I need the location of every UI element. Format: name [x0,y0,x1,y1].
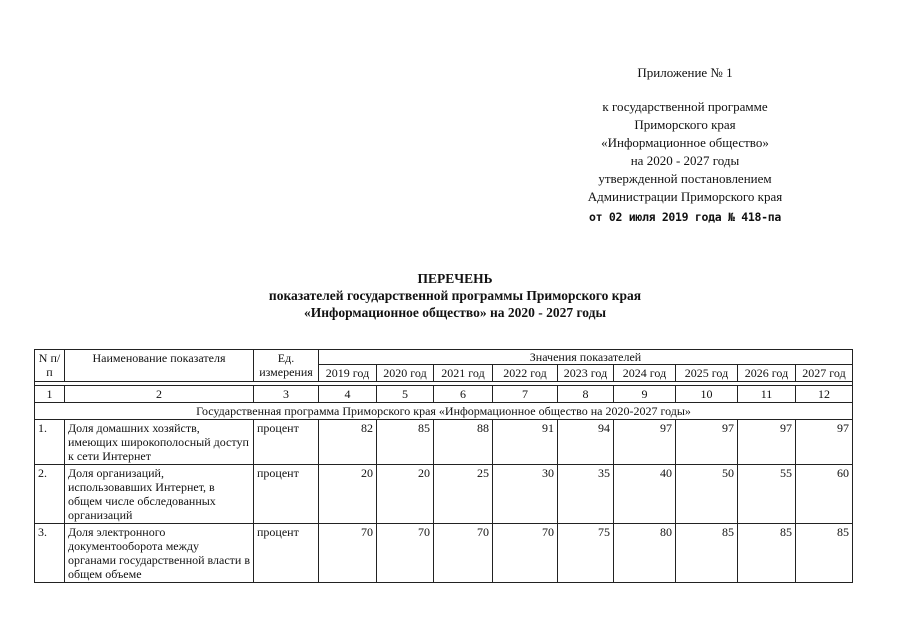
appendix-line: Приморского края [634,117,736,132]
column-number: 1 [35,386,65,403]
appendix-title: Приложение № 1 [637,65,733,80]
indicator-name: Доля организаций, использовавших Интернет, в общем числе обследованных организаций [65,465,254,524]
column-number: 6 [434,386,493,403]
heading-program-name: «Информационное общество» на 2020 - 2027 годы [303,305,607,320]
table-header-row [35,350,853,365]
indicator-value: 20 [319,465,377,524]
table-row [35,524,853,583]
indicator-name: Доля электронного документооборота между органами государственной власти в общем объеме [65,524,254,583]
indicator-value: 70 [319,524,377,583]
heading-subtitle: показателей государственной программы Приморского края [268,288,642,303]
indicator-name: Доля домашних хозяйств, имеющих широкополосный доступ к сети Интернет [65,420,254,465]
column-number: 11 [738,386,796,403]
appendix-line: к государственной программе [602,99,768,114]
indicator-value: 97 [796,420,853,465]
program-title: Государственная программа Приморского края «Информационное общество на 2020-2027 годы» [35,403,853,420]
indicator-value: 91 [493,420,558,465]
indicator-value: 85 [738,524,796,583]
column-number: 2 [65,386,254,403]
row-number: 3. [35,524,65,583]
header-year: 2024 год [614,365,676,382]
column-number: 4 [319,386,377,403]
document-heading [150,270,760,321]
column-number: 12 [796,386,853,403]
indicator-value: 70 [493,524,558,583]
appendix-line: на 2020 - 2027 годы [630,153,740,168]
indicator-value: 82 [319,420,377,465]
appendix-line: Администрации Приморского края [587,189,783,204]
indicator-value: 97 [676,420,738,465]
header-year: 2025 год [676,365,738,382]
header-values-group: Значения показателей [319,350,853,365]
column-number-row [35,386,853,403]
table-row [35,465,853,524]
appendix-block [540,64,830,226]
column-number: 3 [254,386,319,403]
indicator-value: 20 [377,465,434,524]
indicator-value: 88 [434,420,493,465]
column-number: 7 [493,386,558,403]
indicator-unit: процент [254,524,319,583]
header-year: 2021 год [434,365,493,382]
indicator-value: 70 [377,524,434,583]
column-number: 8 [558,386,614,403]
indicator-value: 97 [614,420,676,465]
indicator-value: 50 [676,465,738,524]
header-year: 2023 год [558,365,614,382]
row-number: 2. [35,465,65,524]
row-number: 1. [35,420,65,465]
indicator-value: 97 [738,420,796,465]
table-row [35,420,853,465]
header-name: Наименование показателя [65,350,254,382]
header-year: 2020 год [377,365,434,382]
indicator-value: 35 [558,465,614,524]
header-num: N п/п [35,350,65,382]
indicator-value: 70 [434,524,493,583]
program-title-row [35,403,853,420]
column-number: 10 [676,386,738,403]
indicator-value: 40 [614,465,676,524]
indicator-value: 85 [796,524,853,583]
indicator-value: 80 [614,524,676,583]
indicator-value: 25 [434,465,493,524]
indicator-unit: процент [254,420,319,465]
header-year: 2026 год [738,365,796,382]
indicator-value: 94 [558,420,614,465]
appendix-line: утвержденной постановлением [598,171,772,186]
indicator-value: 55 [738,465,796,524]
appendix-line: «Информационное общество» [601,135,769,150]
header-unit: Ед. измерения [254,350,319,382]
column-number: 5 [377,386,434,403]
column-number: 9 [614,386,676,403]
indicators-table [34,349,853,583]
indicator-value: 60 [796,465,853,524]
indicator-value: 85 [377,420,434,465]
header-year: 2027 год [796,365,853,382]
header-year: 2019 год [319,365,377,382]
indicator-unit: процент [254,465,319,524]
heading-title: ПЕРЕЧЕНЬ [417,271,493,286]
indicator-value: 75 [558,524,614,583]
indicator-value: 85 [676,524,738,583]
header-year: 2022 год [493,365,558,382]
decree-stamp: от 02 июля 2019 года № 418-па [588,210,782,224]
indicator-value: 30 [493,465,558,524]
